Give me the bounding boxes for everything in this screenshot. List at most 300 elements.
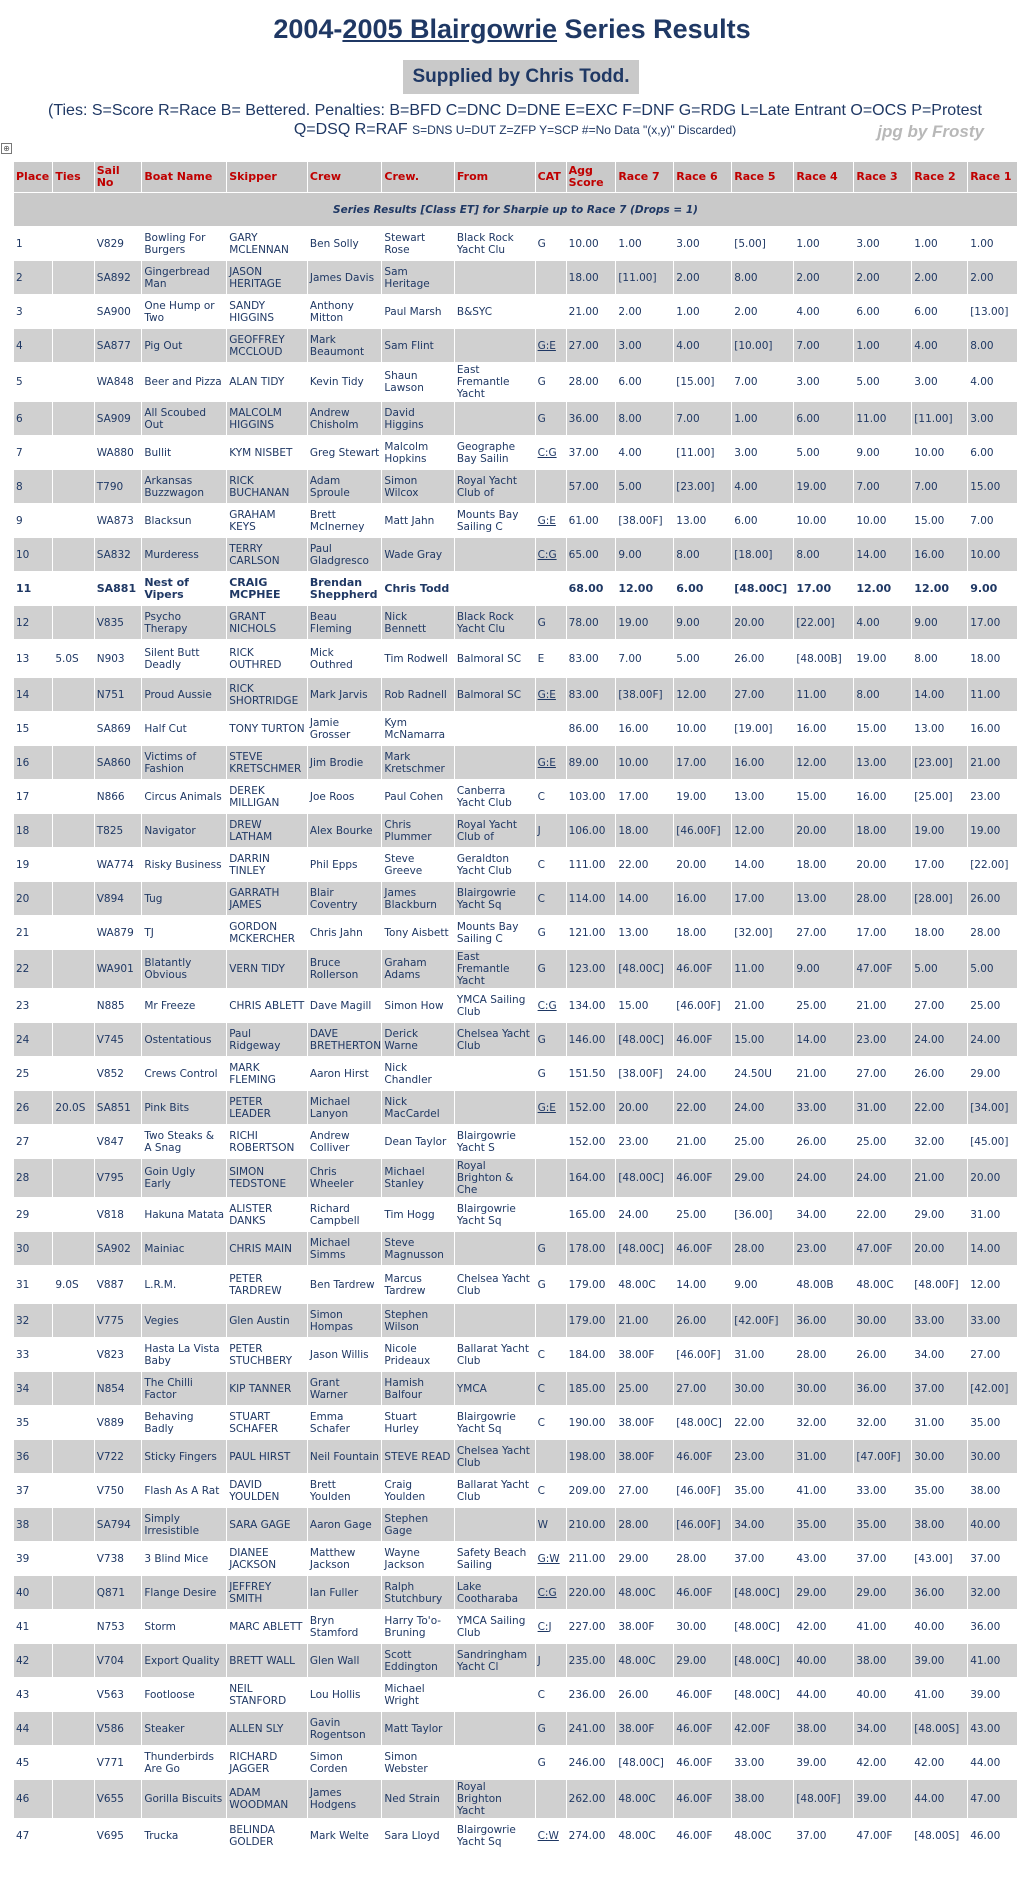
table-cell: V738 xyxy=(94,1542,142,1576)
table-cell: 30 xyxy=(14,1232,53,1266)
table-cell: 38.00F xyxy=(616,1338,674,1372)
table-cell: 38.00 xyxy=(794,1712,854,1746)
table-cell: 7.00 xyxy=(968,504,1018,538)
table-cell: 114.00 xyxy=(566,882,616,916)
table-cell: Psycho Therapy xyxy=(142,606,227,640)
table-row xyxy=(14,363,1018,402)
table-cell: 21.00 xyxy=(968,746,1018,780)
table-cell: 4.00 xyxy=(616,436,674,470)
table-cell xyxy=(53,538,94,572)
table-cell: Brendan Sheppherd xyxy=(307,572,382,606)
column-header: Place xyxy=(14,162,53,193)
table-cell: G:E xyxy=(535,329,566,363)
table-cell: Ned Strain xyxy=(382,1780,454,1819)
table-cell: 38.00 xyxy=(968,1474,1018,1508)
table-cell: NEIL STANFORD xyxy=(227,1678,308,1712)
table-cell: 41.00 xyxy=(794,1474,854,1508)
table-cell: RICK OUTHRED xyxy=(227,640,308,678)
table-cell: 3.00 xyxy=(674,227,732,261)
table-cell: 41.00 xyxy=(912,1678,968,1712)
table-cell: 45 xyxy=(14,1746,53,1780)
table-cell: 44.00 xyxy=(794,1678,854,1712)
table-cell: 15.00 xyxy=(794,780,854,814)
table-cell xyxy=(53,1023,94,1057)
table-cell xyxy=(53,1746,94,1780)
table-cell: G xyxy=(535,227,566,261)
table-cell: V823 xyxy=(94,1338,142,1372)
table-cell: [42.00] xyxy=(968,1372,1018,1406)
table-cell: Paul Marsh xyxy=(382,295,454,329)
table-cell: V775 xyxy=(94,1304,142,1338)
table-cell: 26.00 xyxy=(674,1304,732,1338)
table-cell: Paul Cohen xyxy=(382,780,454,814)
column-header: Race 4 xyxy=(794,162,854,193)
table-cell xyxy=(53,950,94,989)
table-cell: 35.00 xyxy=(912,1474,968,1508)
table-cell: N854 xyxy=(94,1372,142,1406)
table-cell: 27.00 xyxy=(616,1474,674,1508)
table-cell: 165.00 xyxy=(566,1198,616,1232)
table-cell: 39.00 xyxy=(968,1678,1018,1712)
table-cell: V722 xyxy=(94,1440,142,1474)
table-cell: Thunderbirds Are Go xyxy=(142,1746,227,1780)
table-cell: Simon Corden xyxy=(307,1746,382,1780)
table-cell: 6.00 xyxy=(912,295,968,329)
table-row xyxy=(14,1440,1018,1474)
table-cell: Mark Jarvis xyxy=(307,678,382,712)
table-cell: 1.00 xyxy=(674,295,732,329)
table-cell: 21.00 xyxy=(674,1125,732,1159)
table-cell: Ian Fuller xyxy=(307,1576,382,1610)
table-cell: RICK SHORTRIDGE xyxy=(227,678,308,712)
table-cell: Bullit xyxy=(142,436,227,470)
table-cell: T825 xyxy=(94,814,142,848)
results-body xyxy=(14,227,1018,1853)
table-cell xyxy=(454,1746,535,1780)
table-row xyxy=(14,436,1018,470)
table-cell: 20.00 xyxy=(912,1232,968,1266)
table-cell: B&SYC xyxy=(454,295,535,329)
table-cell: 8.00 xyxy=(616,402,674,436)
table-cell: 19 xyxy=(14,848,53,882)
table-cell: 209.00 xyxy=(566,1474,616,1508)
table-cell: G:E xyxy=(535,1091,566,1125)
table-cell: MARK FLEMING xyxy=(227,1057,308,1091)
legend-line-1: (Ties: S=Score R=Race B= Bettered. Penalties: B=BFD C=DNC D=DNE E=EXC F=DNF G=RDG L=Late Entrant O=OCS P=Protest xyxy=(47,102,982,119)
table-cell: Matthew Jackson xyxy=(307,1542,382,1576)
table-cell: C xyxy=(535,848,566,882)
table-cell: G xyxy=(535,1023,566,1057)
table-cell: 46.00 xyxy=(968,1819,1018,1853)
table-cell: Tony Aisbett xyxy=(382,916,454,950)
table-cell: 9 xyxy=(14,504,53,538)
table-cell: Simon Hompas xyxy=(307,1304,382,1338)
table-cell: [48.00C] xyxy=(674,1406,732,1440)
table-cell: Trucka xyxy=(142,1819,227,1853)
table-cell xyxy=(454,1057,535,1091)
table-cell: DIANEE JACKSON xyxy=(227,1542,308,1576)
table-cell: GARY MCLENNAN xyxy=(227,227,308,261)
table-cell xyxy=(53,712,94,746)
table-cell: Crews Control xyxy=(142,1057,227,1091)
table-cell: 12.00 xyxy=(674,678,732,712)
table-cell: 16.00 xyxy=(968,712,1018,746)
table-cell xyxy=(535,295,566,329)
table-cell: Mounts Bay Sailing C xyxy=(454,504,535,538)
table-cell: WA848 xyxy=(94,363,142,402)
table-cell: 12 xyxy=(14,606,53,640)
table-cell: 27.00 xyxy=(732,678,794,712)
table-cell: 3.00 xyxy=(854,227,912,261)
table-cell: 29 xyxy=(14,1198,53,1232)
table-cell: 178.00 xyxy=(566,1232,616,1266)
table-cell: 37.00 xyxy=(912,1372,968,1406)
table-cell: [48.00C] xyxy=(616,950,674,989)
table-cell: YMCA xyxy=(454,1372,535,1406)
table-cell xyxy=(53,882,94,916)
table-cell: 26 xyxy=(14,1091,53,1125)
table-cell: Half Cut xyxy=(142,712,227,746)
table-cell: 48.00C xyxy=(616,1644,674,1678)
table-cell: Mark Kretschmer xyxy=(382,746,454,780)
table-cell: 28.00 xyxy=(566,363,616,402)
table-cell: DAVE BRETHERTON xyxy=(307,1023,382,1057)
table-cell: 14 xyxy=(14,678,53,712)
table-row xyxy=(14,882,1018,916)
table-cell: 29.00 xyxy=(854,1576,912,1610)
table-cell: 20.00 xyxy=(854,848,912,882)
table-cell: 151.50 xyxy=(566,1057,616,1091)
table-cell: 89.00 xyxy=(566,746,616,780)
table-header-row xyxy=(14,162,1018,193)
table-cell: G:W xyxy=(535,1542,566,1576)
table-cell: 16.00 xyxy=(912,538,968,572)
column-header: Race 6 xyxy=(674,162,732,193)
table-cell: 106.00 xyxy=(566,814,616,848)
table-cell: 23.00 xyxy=(616,1125,674,1159)
table-cell: Phil Epps xyxy=(307,848,382,882)
table-cell: 34.00 xyxy=(732,1508,794,1542)
table-cell: Ralph Stutchbury xyxy=(382,1576,454,1610)
table-cell: 25.00 xyxy=(968,989,1018,1023)
table-cell: 164.00 xyxy=(566,1159,616,1198)
table-cell: 30.00 xyxy=(674,1610,732,1644)
table-cell: Simon Wilcox xyxy=(382,470,454,504)
table-cell: 33 xyxy=(14,1338,53,1372)
table-cell: 28.00 xyxy=(854,882,912,916)
table-cell: KIP TANNER xyxy=(227,1372,308,1406)
table-cell: 9.00 xyxy=(794,950,854,989)
table-cell: 29.00 xyxy=(968,1057,1018,1091)
table-cell xyxy=(454,1712,535,1746)
table-cell: Export Quality xyxy=(142,1644,227,1678)
table-cell: Aaron Hirst xyxy=(307,1057,382,1091)
table-cell: 24 xyxy=(14,1023,53,1057)
table-cell: V852 xyxy=(94,1057,142,1091)
table-row xyxy=(14,470,1018,504)
table-cell: 13.00 xyxy=(674,504,732,538)
table-cell: 37.00 xyxy=(732,1542,794,1576)
table-cell: Chelsea Yacht Club xyxy=(454,1023,535,1057)
table-cell: 12.00 xyxy=(912,572,968,606)
table-cell xyxy=(454,1091,535,1125)
table-cell: Flange Desire xyxy=(142,1576,227,1610)
table-cell: 31 xyxy=(14,1266,53,1304)
table-cell: ALLEN SLY xyxy=(227,1712,308,1746)
table-cell: 24.50U xyxy=(732,1057,794,1091)
table-caption: Series Results [Class ET] for Sharpie up to Race 7 (Drops = 1) xyxy=(14,193,1018,227)
table-cell: 12.00 xyxy=(968,1266,1018,1304)
table-cell: MARC ABLETT xyxy=(227,1610,308,1644)
table-cell xyxy=(53,916,94,950)
table-cell: Michael Wright xyxy=(382,1678,454,1712)
table-cell: 185.00 xyxy=(566,1372,616,1406)
table-cell: 2.00 xyxy=(794,261,854,295)
table-cell: V586 xyxy=(94,1712,142,1746)
table-cell: Adam Sproule xyxy=(307,470,382,504)
table-cell: SANDY HIGGINS xyxy=(227,295,308,329)
table-cell xyxy=(535,1304,566,1338)
table-cell: Hakuna Matata xyxy=(142,1198,227,1232)
table-cell: Wayne Jackson xyxy=(382,1542,454,1576)
table-cell: 36.00 xyxy=(566,402,616,436)
table-cell xyxy=(53,814,94,848)
table-cell: SA902 xyxy=(94,1232,142,1266)
table-cell: 48.00C xyxy=(854,1266,912,1304)
table-cell: 6.00 xyxy=(732,504,794,538)
table-cell xyxy=(53,1678,94,1712)
table-cell: 47.00F xyxy=(854,1232,912,1266)
table-cell xyxy=(53,678,94,712)
table-cell: 9.00 xyxy=(732,1266,794,1304)
table-cell xyxy=(53,1644,94,1678)
table-cell: DAVID YOULDEN xyxy=(227,1474,308,1508)
table-cell: 23.00 xyxy=(732,1440,794,1474)
table-cell: 38.00F xyxy=(616,1610,674,1644)
table-cell: 5 xyxy=(14,363,53,402)
table-cell: 1.00 xyxy=(968,227,1018,261)
table-cell: Blatantly Obvious xyxy=(142,950,227,989)
table-cell: SARA GAGE xyxy=(227,1508,308,1542)
table-cell: 241.00 xyxy=(566,1712,616,1746)
table-cell xyxy=(454,261,535,295)
table-cell: 16.00 xyxy=(794,712,854,746)
table-cell: 29.00 xyxy=(912,1198,968,1232)
table-cell: Stuart Hurley xyxy=(382,1406,454,1440)
table-cell: [46.00F] xyxy=(674,1508,732,1542)
table-cell: James Davis xyxy=(307,261,382,295)
table-cell: 78.00 xyxy=(566,606,616,640)
table-row xyxy=(14,1474,1018,1508)
table-cell: J xyxy=(535,1644,566,1678)
table-cell: 47 xyxy=(14,1819,53,1853)
table-cell: 32.00 xyxy=(912,1125,968,1159)
table-cell: 83.00 xyxy=(566,678,616,712)
table-cell: [15.00] xyxy=(674,363,732,402)
table-cell: 4.00 xyxy=(732,470,794,504)
table-cell: 235.00 xyxy=(566,1644,616,1678)
table-cell: 37.00 xyxy=(854,1542,912,1576)
table-cell: BRETT WALL xyxy=(227,1644,308,1678)
table-cell: 26.00 xyxy=(968,882,1018,916)
table-cell: 41.00 xyxy=(854,1610,912,1644)
table-cell: 27.00 xyxy=(794,916,854,950)
table-cell: 274.00 xyxy=(566,1819,616,1853)
column-header: Race 5 xyxy=(732,162,794,193)
table-cell xyxy=(53,1198,94,1232)
table-cell xyxy=(535,1159,566,1198)
table-cell: 25.00 xyxy=(674,1198,732,1232)
table-cell xyxy=(454,746,535,780)
table-cell: 57.00 xyxy=(566,470,616,504)
table-cell xyxy=(53,780,94,814)
table-cell: G xyxy=(535,916,566,950)
table-cell xyxy=(53,295,94,329)
table-cell: C:G xyxy=(535,538,566,572)
table-cell: 6.00 xyxy=(674,572,732,606)
table-cell: 4 xyxy=(14,329,53,363)
table-cell: Flash As A Rat xyxy=(142,1474,227,1508)
table-cell: 8 xyxy=(14,470,53,504)
table-cell: 14.00 xyxy=(854,538,912,572)
table-cell: Beau Fleming xyxy=(307,606,382,640)
table-cell: 47.00F xyxy=(854,1819,912,1853)
table-cell: TONY TURTON xyxy=(227,712,308,746)
table-cell: G xyxy=(535,1712,566,1746)
table-cell: 27.00 xyxy=(912,989,968,1023)
table-cell: 20.00 xyxy=(674,848,732,882)
table-cell: DREW LATHAM xyxy=(227,814,308,848)
table-cell: RICHARD JAGGER xyxy=(227,1746,308,1780)
table-cell: Murderess xyxy=(142,538,227,572)
table-row xyxy=(14,402,1018,436)
table-row xyxy=(14,746,1018,780)
table-cell: 4.00 xyxy=(912,329,968,363)
table-cell: 68.00 xyxy=(566,572,616,606)
table-cell: Safety Beach Sailing xyxy=(454,1542,535,1576)
table-row xyxy=(14,1372,1018,1406)
table-cell: G xyxy=(535,1232,566,1266)
table-cell: 28.00 xyxy=(794,1338,854,1372)
column-header: Race 1 xyxy=(968,162,1018,193)
table-cell: [23.00] xyxy=(674,470,732,504)
table-cell: 47.00 xyxy=(968,1780,1018,1819)
table-row xyxy=(14,1125,1018,1159)
table-cell xyxy=(454,538,535,572)
table-row xyxy=(14,606,1018,640)
table-cell: 48.00C xyxy=(616,1819,674,1853)
table-cell: 9.00 xyxy=(968,572,1018,606)
table-cell: 13 xyxy=(14,640,53,678)
table-cell: 42 xyxy=(14,1644,53,1678)
table-cell: 18.00 xyxy=(968,640,1018,678)
table-cell: [48.00C] xyxy=(616,1232,674,1266)
table-cell: [38.00F] xyxy=(616,1057,674,1091)
table-cell: [48.00C] xyxy=(732,1610,794,1644)
table-cell: 4.00 xyxy=(674,329,732,363)
table-cell: 32 xyxy=(14,1304,53,1338)
table-row xyxy=(14,1057,1018,1091)
penalty-legend xyxy=(20,101,1010,140)
table-cell: Bryn Stamford xyxy=(307,1610,382,1644)
table-cell: V887 xyxy=(94,1266,142,1304)
table-cell: 38.00 xyxy=(732,1780,794,1819)
table-cell: 15.00 xyxy=(912,504,968,538)
table-cell: Chris Plummer xyxy=(382,814,454,848)
table-cell xyxy=(53,363,94,402)
table-cell: 19.00 xyxy=(968,814,1018,848)
table-row xyxy=(14,640,1018,678)
table-cell: Chris Todd xyxy=(382,572,454,606)
table-cell: One Hump or Two xyxy=(142,295,227,329)
table-cell: 34 xyxy=(14,1372,53,1406)
table-cell: 28.00 xyxy=(616,1508,674,1542)
table-cell: Balmoral SC xyxy=(454,678,535,712)
table-cell: 121.00 xyxy=(566,916,616,950)
table-cell: 28 xyxy=(14,1159,53,1198)
table-cell: 13.00 xyxy=(854,746,912,780)
table-cell: G xyxy=(535,950,566,989)
table-cell: Tim Rodwell xyxy=(382,640,454,678)
table-cell: [42.00F] xyxy=(732,1304,794,1338)
table-cell: 44.00 xyxy=(912,1780,968,1819)
table-cell: 21.00 xyxy=(794,1057,854,1091)
table-cell: 37 xyxy=(14,1474,53,1508)
table-cell: 8.00 xyxy=(674,538,732,572)
table-cell: 18.00 xyxy=(674,916,732,950)
table-cell: 46.00F xyxy=(674,1780,732,1819)
table-cell: 5.00 xyxy=(674,640,732,678)
table-cell: SA832 xyxy=(94,538,142,572)
table-cell: [46.00F] xyxy=(674,1338,732,1372)
table-cell: 41 xyxy=(14,1610,53,1644)
table-cell: Jim Brodie xyxy=(307,746,382,780)
table-cell: Matt Taylor xyxy=(382,1712,454,1746)
table-cell: 3 xyxy=(14,295,53,329)
table-cell: 9.00 xyxy=(674,606,732,640)
table-cell: 22 xyxy=(14,950,53,989)
table-cell: Brett Youlden xyxy=(307,1474,382,1508)
table-cell: 22.00 xyxy=(732,1406,794,1440)
table-cell xyxy=(53,1508,94,1542)
table-cell: 44 xyxy=(14,1712,53,1746)
table-cell: 25.00 xyxy=(616,1372,674,1406)
table-move-handle-icon[interactable]: ⊕ xyxy=(1,143,12,154)
table-cell: G xyxy=(535,1746,566,1780)
table-cell: [48.00C] xyxy=(616,1023,674,1057)
table-cell: 86.00 xyxy=(566,712,616,746)
table-cell xyxy=(454,1232,535,1266)
table-cell xyxy=(53,746,94,780)
table-cell: Black Rock Yacht Clu xyxy=(454,227,535,261)
table-cell: 4.00 xyxy=(854,606,912,640)
table-cell: 17.00 xyxy=(912,848,968,882)
table-cell: Goin Ugly Early xyxy=(142,1159,227,1198)
table-cell: Silent Butt Deadly xyxy=(142,640,227,678)
table-cell: 38.00F xyxy=(616,1440,674,1474)
table-cell: ADAM WOODMAN xyxy=(227,1780,308,1819)
table-row xyxy=(14,1023,1018,1057)
table-cell: V750 xyxy=(94,1474,142,1508)
table-cell: 11.00 xyxy=(968,678,1018,712)
table-cell xyxy=(53,1338,94,1372)
table-cell: Mainiac xyxy=(142,1232,227,1266)
table-cell: 13.00 xyxy=(794,882,854,916)
table-row xyxy=(14,1304,1018,1338)
table-cell: 46.00F xyxy=(674,1232,732,1266)
table-cell xyxy=(53,261,94,295)
column-header: From xyxy=(454,162,535,193)
